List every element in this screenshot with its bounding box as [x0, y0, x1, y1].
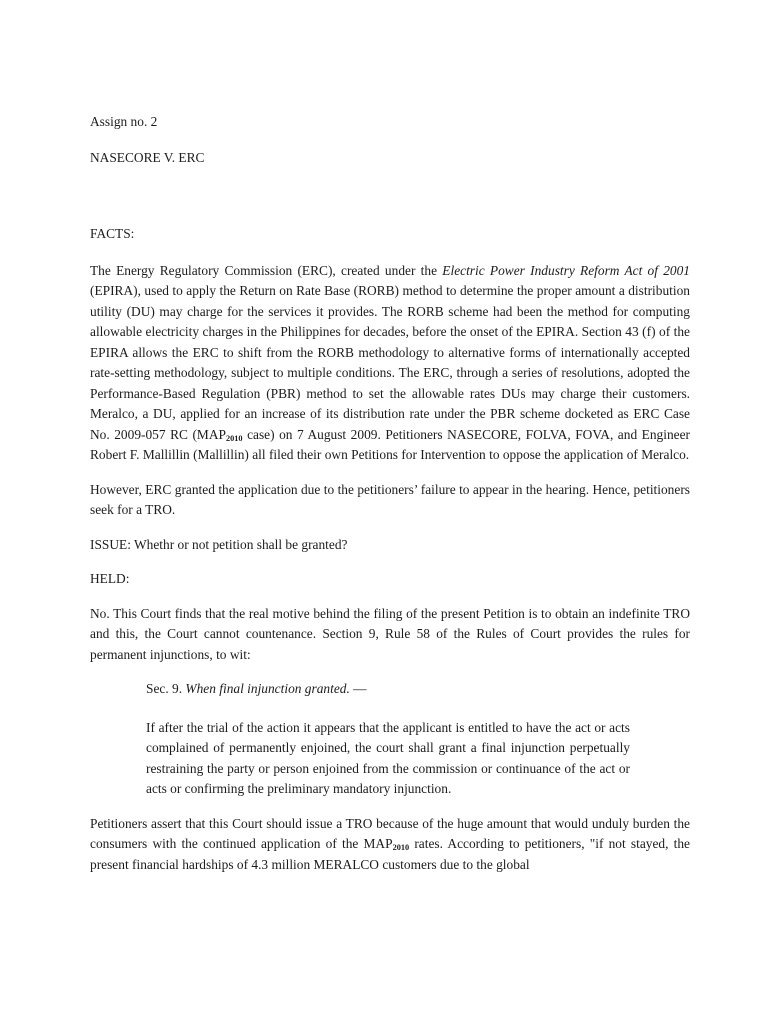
map-subscript-2: 2010: [392, 843, 410, 853]
map-subscript: 2010: [225, 433, 243, 443]
facts-heading: FACTS:: [90, 226, 135, 241]
assignment-label: Assign no. 2: [90, 114, 158, 129]
document-page: [90, 112, 690, 889]
quote-section-heading: [90, 679, 690, 700]
quote-body: If after the trial of the action it appears that the applicant is entitled to have the act or acts complained of permanently enjoined, the court shall grant a final injunction perpetually restraining the party or person enjoined from the commission or continuance of the act or acts or confirming the preliminary mandatory injunction.: [146, 719, 630, 796]
facts-text-c: case) on 7 August 2009. Petitioners NASECORE, FOLVA, FOVA, and Engineer Robert F. Mallillin (Mallillin) all filed their own Petitions for Intervention to oppose the application of Meralco.: [90, 426, 690, 462]
petitioners-paragraph: [90, 814, 690, 876]
facts-paragraph-2: However, ERC granted the application due to the petitioners’ failure to appear in the hearing. Hence, petitioners seek for a TRO.: [90, 481, 690, 517]
facts-text-b: (EPIRA), used to apply the Return on Rate Base (RORB) method to determine the proper amount a distribution utility (DU) may charge for the services it provides. The RORB scheme had been the method for computing allowable electricity charges in the Philippines for decades, before the onset of the EPIRA. Section 43 (f) of the EPIRA allows the ERC to shift from the RORB methodology to alternative forms of internationally accepted rate-setting methodology, subject to multiple conditions. The ERC, through a series of resolutions, adopted the Performance-Based Regulation (PBR) method to set the allowable rates DUs may charge their customers. Meralco, a DU, applied for an increase of its distribution rate under the PBR scheme docketed as ERC Case No. 2009-057 RC (MAP: [90, 283, 690, 442]
petitioners-text-a: Petitioners assert that this Court should issue a TRO because of the huge amount that would unduly burden the consumers with the continued application of the MAP: [90, 815, 690, 851]
held-heading: HELD:: [90, 571, 130, 586]
facts-paragraph-1: [90, 261, 690, 466]
petitioners-text-b: rates. According to petitioners, "if not stayed, the present financial hardships of 4.3 million MERALCO customers due to the global: [90, 836, 690, 872]
section-title: When final injunction granted.: [185, 681, 350, 696]
held-paragraph: No. This Court finds that the real motive behind the filing of the present Petition is to obtain an indefinite TRO and this, the Court cannot countenance. Section 9, Rule 58 of the Rules of Court provides the rules for permanent injunctions, to wit:: [90, 605, 690, 662]
section-dash: —: [349, 681, 367, 696]
case-title: NASECORE V. ERC: [90, 149, 205, 165]
facts-text-a: The Energy Regulatory Commission (ERC), created under the: [90, 262, 443, 278]
section-label: Sec. 9.: [146, 681, 186, 696]
act-title: Electric Power Industry Reform Act of 2001: [442, 262, 691, 278]
issue-line: ISSUE: Whethr or not petition shall be granted?: [90, 536, 348, 552]
